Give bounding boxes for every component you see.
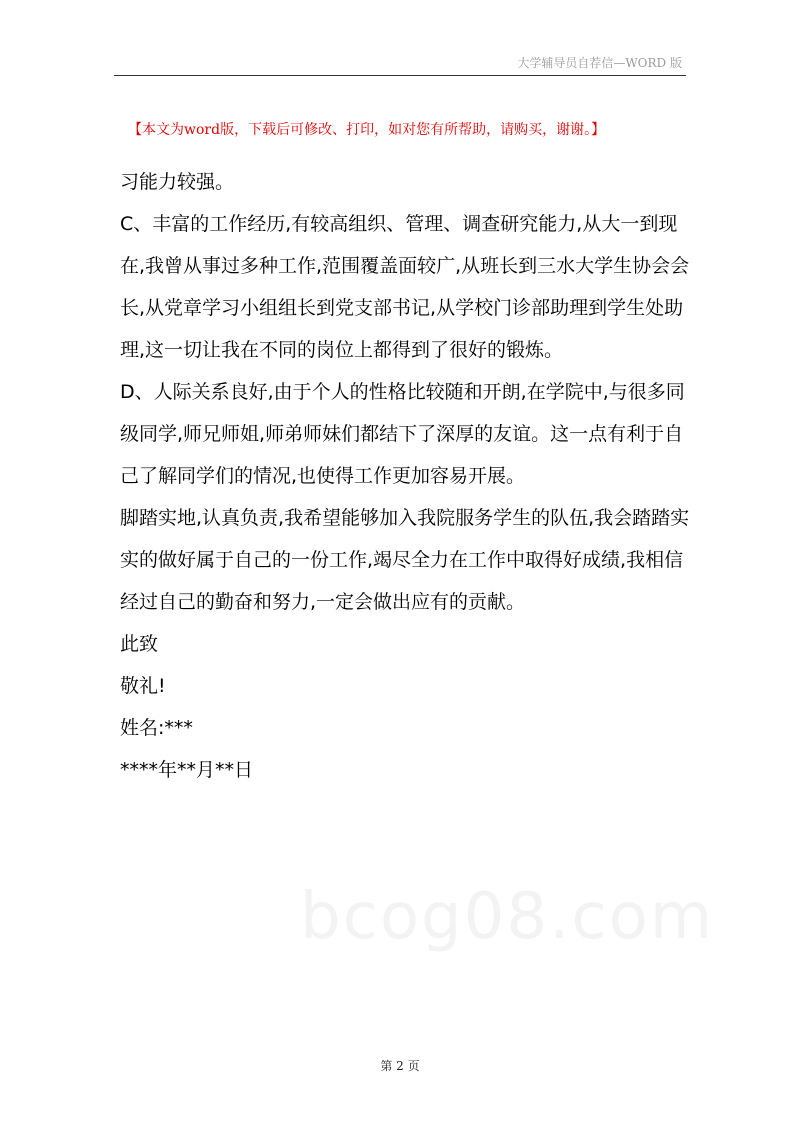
paragraph-relationships: D、人际关系良好,由于个人的性格比较随和开朗,在学院中,与很多同级同学,师兄师姐,师弟师妹们都结下了深厚的友谊。这一点有利于自己了解同学们的情况,也使得工作更加容易开展。 — [120, 381, 685, 487]
page-number: 第 2 页 — [380, 1059, 420, 1073]
paragraph-work-experience: C、丰富的工作经历,有较高组织、管理、调查研究能力,从大一到现在,我曾从事过多种工作,范围覆盖面较广,从班长到三水大学生协会会长,从党章学习小组组长到党支部书记,从学校门诊部助理到学生处助理,这一切让我在不同的岗位上都得到了很好的锻炼。 — [120, 213, 690, 361]
download-notice: 【本文为word版，下载后可修改、打印，如对您有所帮助，请购买，谢谢。】 — [128, 122, 606, 138]
closing-salutation: 此致 — [120, 633, 159, 655]
header-divider — [114, 75, 686, 76]
signature-name: 姓名:*** — [120, 717, 193, 739]
closing-regards: 敬礼! — [120, 675, 166, 697]
page-header-title: 大学辅导员自荐信—WORD 版 — [517, 56, 682, 70]
paragraph-commitment: 脚踏实地,认真负责,我希望能够加入我院服务学生的队伍,我会踏踏实实的做好属于自己的一份工作,竭尽全力在工作中取得好成绩,我相信经过自己的勤奋和努力,一定会做出应有的贡献。 — [120, 507, 690, 613]
watermark: bcog08.com — [300, 880, 715, 954]
signature-date: ****年**月**日 — [120, 759, 254, 781]
letter-body — [120, 161, 695, 791]
paragraph-continuation: 习能力较强。 — [120, 171, 235, 193]
